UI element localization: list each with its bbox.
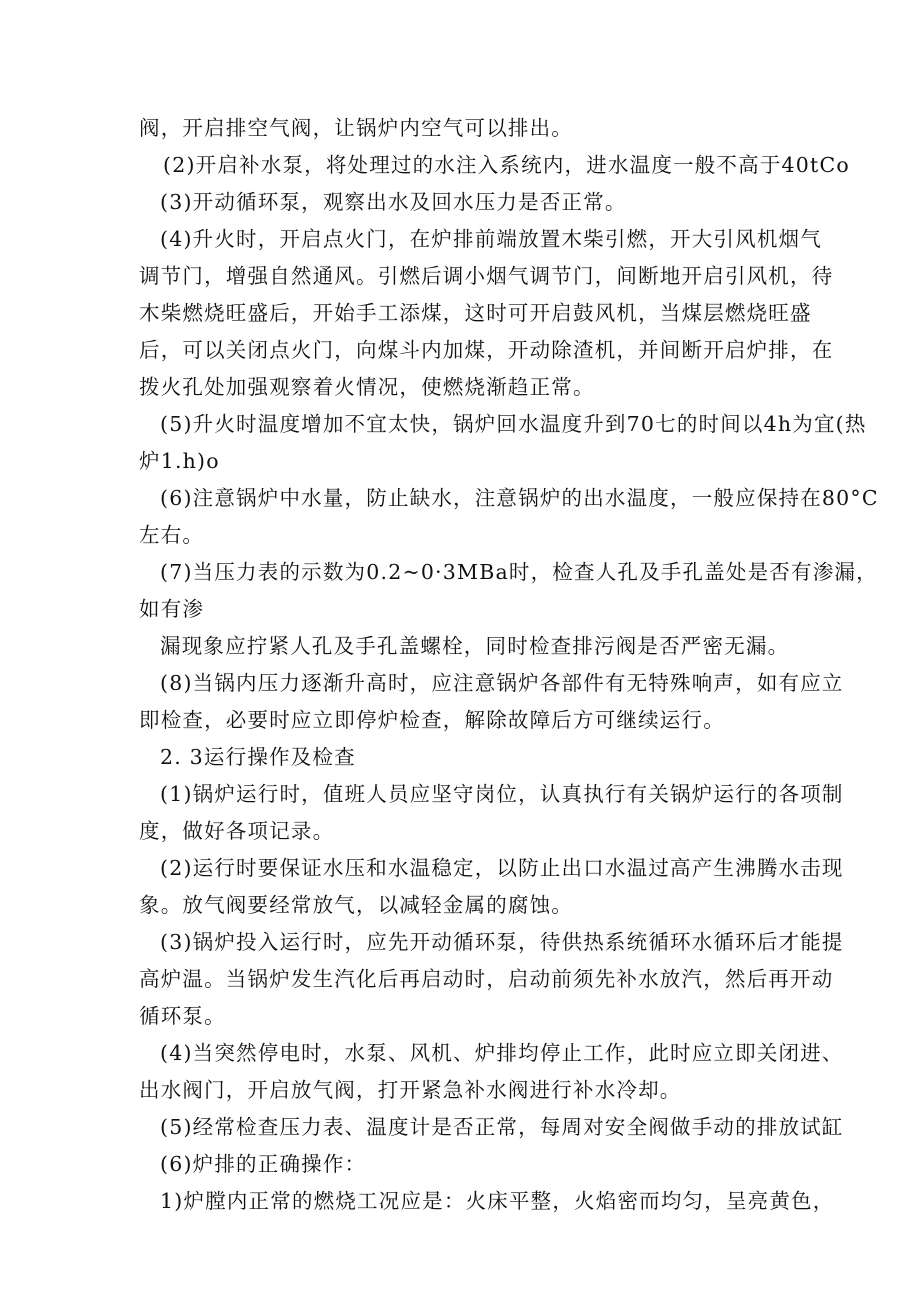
text-line: (6)注意锅炉中水量，防止缺水，注意锅炉的出水温度，一般应保持在80°C (160, 486, 879, 510)
text-line: 高炉温。当锅炉发生汽化后再启动时，启动前须先补水放汽，然后再开动 (139, 967, 834, 991)
text-line: 调节门，增强自然通风。引燃后调小烟气调节门，间断地开启引风机，待 (139, 264, 834, 288)
text-line: 度，做好各项记录。 (139, 819, 335, 843)
text-line: 后，可以关闭点火门，向煤斗内加煤，开动除渣机，并间断开启炉排，在 (139, 338, 834, 362)
text-line: 阀，开启排空气阀，让锅炉内空气可以排出。 (139, 116, 573, 140)
text-line: 炉1.h)o (139, 449, 220, 473)
text-line: 漏现象应拧紧人孔及手孔盖螺栓，同时检查排污阀是否严密无漏。 (160, 634, 790, 658)
text-line: 拨火孔处加强观察着火情况，使燃烧渐趋正常。 (139, 375, 595, 399)
text-line: (6)炉排的正确操作： (160, 1152, 367, 1176)
text-line: (4)当突然停电时，水泵、风机、炉排均停止工作，此时应立即关闭进、 (160, 1041, 844, 1065)
text-line: 循环泵。 (139, 1004, 226, 1028)
text-line: (3)锅炉投入运行时，应先开动循环泵，待供热系统循环水循环后才能提 (160, 930, 844, 954)
text-line: 左右。 (139, 523, 205, 547)
section-heading: 2. 3运行操作及检查 (160, 745, 356, 769)
text-line: 即检查，必要时应立即停炉检查，解除故障后方可继续运行。 (139, 708, 725, 732)
text-line: (5)经常检查压力表、温度计是否正常，每周对安全阀做手动的排放试缸 (160, 1115, 844, 1139)
text-line: (2)运行时要保证水压和水温稳定，以防止出口水温过高产生沸腾水击现 (160, 856, 844, 880)
text-line: (5)升火时温度增加不宜太快，锅炉回水温度升到70七的时间以4h为宜(热 (160, 412, 867, 436)
text-line: (7)当压力表的示数为0.2~0·3MBa时，检查人孔及手孔盖处是否有渗漏， (160, 560, 878, 584)
text-line: (4)升火时，开启点火门，在炉排前端放置木柴引燃，开大引风机烟气 (160, 227, 822, 251)
text-line: 1)炉膛内正常的燃烧工况应是：火床平整，火焰密而均匀，呈亮黄色， (160, 1189, 835, 1213)
text-line: (3)开动循环泵，观察出水及回水压力是否正常。 (160, 190, 627, 214)
text-line: (8)当锅内压力逐渐升高时，应注意锅炉各部件有无特殊响声，如有应立 (160, 671, 844, 695)
text-line: (1)锅炉运行时，值班人员应坚守岗位，认真执行有关锅炉运行的各项制 (160, 782, 844, 806)
text-line: 出水阀门，开启放气阀，打开紧急补水阀进行补水冷却。 (139, 1078, 682, 1102)
text-line: 象。放气阀要经常放气，以减轻金属的腐蚀。 (139, 893, 573, 917)
text-line: 如有渗 (139, 597, 205, 621)
text-line: (2)开启补水泵，将处理过的水注入系统内，进水温度一般不高于40tCo (163, 153, 850, 177)
text-line: 木柴燃烧旺盛后，开始手工添煤，这时可开启鼓风机，当煤层燃烧旺盛 (139, 301, 812, 325)
